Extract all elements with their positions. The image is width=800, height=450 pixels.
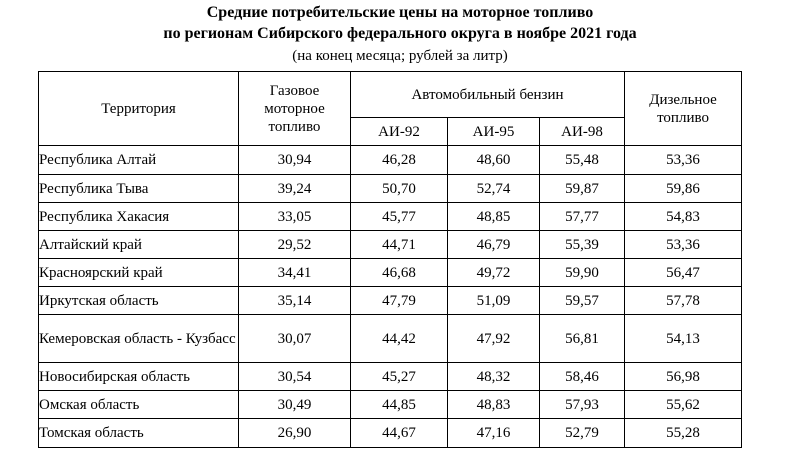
diesel-price-cell: 54,13 — [625, 315, 742, 363]
table-row — [39, 231, 742, 259]
ai95-price-cell: 47,16 — [448, 419, 540, 448]
document-title-line-2: по регионам Сибирского федерального округа в ноябре 2021 года — [163, 25, 637, 42]
region-cell: Республика Алтай — [39, 146, 239, 175]
header-territory: Территория — [39, 72, 239, 146]
ai92-price-cell: 44,71 — [351, 231, 448, 259]
diesel-price-cell: 54,83 — [625, 203, 742, 231]
diesel-price-cell: 55,28 — [625, 419, 742, 448]
gas-price-cell: 39,24 — [239, 175, 351, 203]
ai92-price-cell: 44,67 — [351, 419, 448, 448]
fuel-prices-table — [38, 71, 742, 448]
gas-price-cell: 30,54 — [239, 363, 351, 391]
ai95-price-cell: 49,72 — [448, 259, 540, 287]
region-cell: Алтайский край — [39, 231, 239, 259]
diesel-price-cell: 53,36 — [625, 146, 742, 175]
table-row — [39, 315, 742, 363]
header-petrol-group: Автомобильный бензин — [351, 72, 625, 118]
region-cell: Омская область — [39, 391, 239, 419]
diesel-price-cell: 57,78 — [625, 287, 742, 315]
diesel-price-cell: 56,47 — [625, 259, 742, 287]
ai95-price-cell: 47,92 — [448, 315, 540, 363]
table-row — [39, 259, 742, 287]
table-row — [39, 175, 742, 203]
ai95-price-cell: 51,09 — [448, 287, 540, 315]
gas-price-cell: 35,14 — [239, 287, 351, 315]
gas-price-cell: 29,52 — [239, 231, 351, 259]
gas-price-cell: 30,07 — [239, 315, 351, 363]
ai92-price-cell: 45,77 — [351, 203, 448, 231]
ai92-price-cell: 46,68 — [351, 259, 448, 287]
header-gas-motor-fuel: Газовое моторное топливо — [239, 72, 351, 146]
ai98-price-cell: 59,57 — [540, 287, 625, 315]
table-row — [39, 203, 742, 231]
ai92-price-cell: 44,42 — [351, 315, 448, 363]
table-row — [39, 419, 742, 448]
ai95-price-cell: 48,85 — [448, 203, 540, 231]
gas-price-cell: 34,41 — [239, 259, 351, 287]
diesel-price-cell: 55,62 — [625, 391, 742, 419]
ai98-price-cell: 55,39 — [540, 231, 625, 259]
region-cell: Кемеровская область - Кузбасс — [39, 315, 239, 363]
diesel-price-cell: 59,86 — [625, 175, 742, 203]
document-title-line-1: Средние потребительские цены на моторное топливо — [206, 4, 594, 21]
document-subtitle: (на конец месяца; рублей за литр) — [292, 48, 508, 64]
ai98-price-cell: 52,79 — [540, 419, 625, 448]
header-ai95: АИ-95 — [448, 118, 540, 146]
table-row — [39, 363, 742, 391]
ai98-price-cell: 58,46 — [540, 363, 625, 391]
ai95-price-cell: 48,60 — [448, 146, 540, 175]
region-cell: Иркутская область — [39, 287, 239, 315]
region-cell: Красноярский край — [39, 259, 239, 287]
diesel-price-cell: 53,36 — [625, 231, 742, 259]
region-cell: Республика Тыва — [39, 175, 239, 203]
gas-price-cell: 30,49 — [239, 391, 351, 419]
header-ai98: АИ-98 — [540, 118, 625, 146]
table-row — [39, 391, 742, 419]
ai95-price-cell: 48,32 — [448, 363, 540, 391]
ai92-price-cell: 47,79 — [351, 287, 448, 315]
ai95-price-cell: 46,79 — [448, 231, 540, 259]
ai92-price-cell: 45,27 — [351, 363, 448, 391]
region-cell: Томская область — [39, 419, 239, 448]
region-cell: Новосибирская область — [39, 363, 239, 391]
gas-price-cell: 33,05 — [239, 203, 351, 231]
ai92-price-cell: 44,85 — [351, 391, 448, 419]
ai98-price-cell: 55,48 — [540, 146, 625, 175]
ai92-price-cell: 50,70 — [351, 175, 448, 203]
gas-price-cell: 30,94 — [239, 146, 351, 175]
header-diesel: Дизельное топливо — [625, 72, 742, 146]
ai95-price-cell: 52,74 — [448, 175, 540, 203]
table-row — [39, 146, 742, 175]
ai98-price-cell: 59,90 — [540, 259, 625, 287]
ai98-price-cell: 59,87 — [540, 175, 625, 203]
ai98-price-cell: 57,77 — [540, 203, 625, 231]
ai95-price-cell: 48,83 — [448, 391, 540, 419]
table-row — [39, 287, 742, 315]
diesel-price-cell: 56,98 — [625, 363, 742, 391]
ai98-price-cell: 57,93 — [540, 391, 625, 419]
ai98-price-cell: 56,81 — [540, 315, 625, 363]
table-header-row — [39, 72, 742, 118]
ai92-price-cell: 46,28 — [351, 146, 448, 175]
region-cell: Республика Хакасия — [39, 203, 239, 231]
gas-price-cell: 26,90 — [239, 419, 351, 448]
header-ai92: АИ-92 — [351, 118, 448, 146]
